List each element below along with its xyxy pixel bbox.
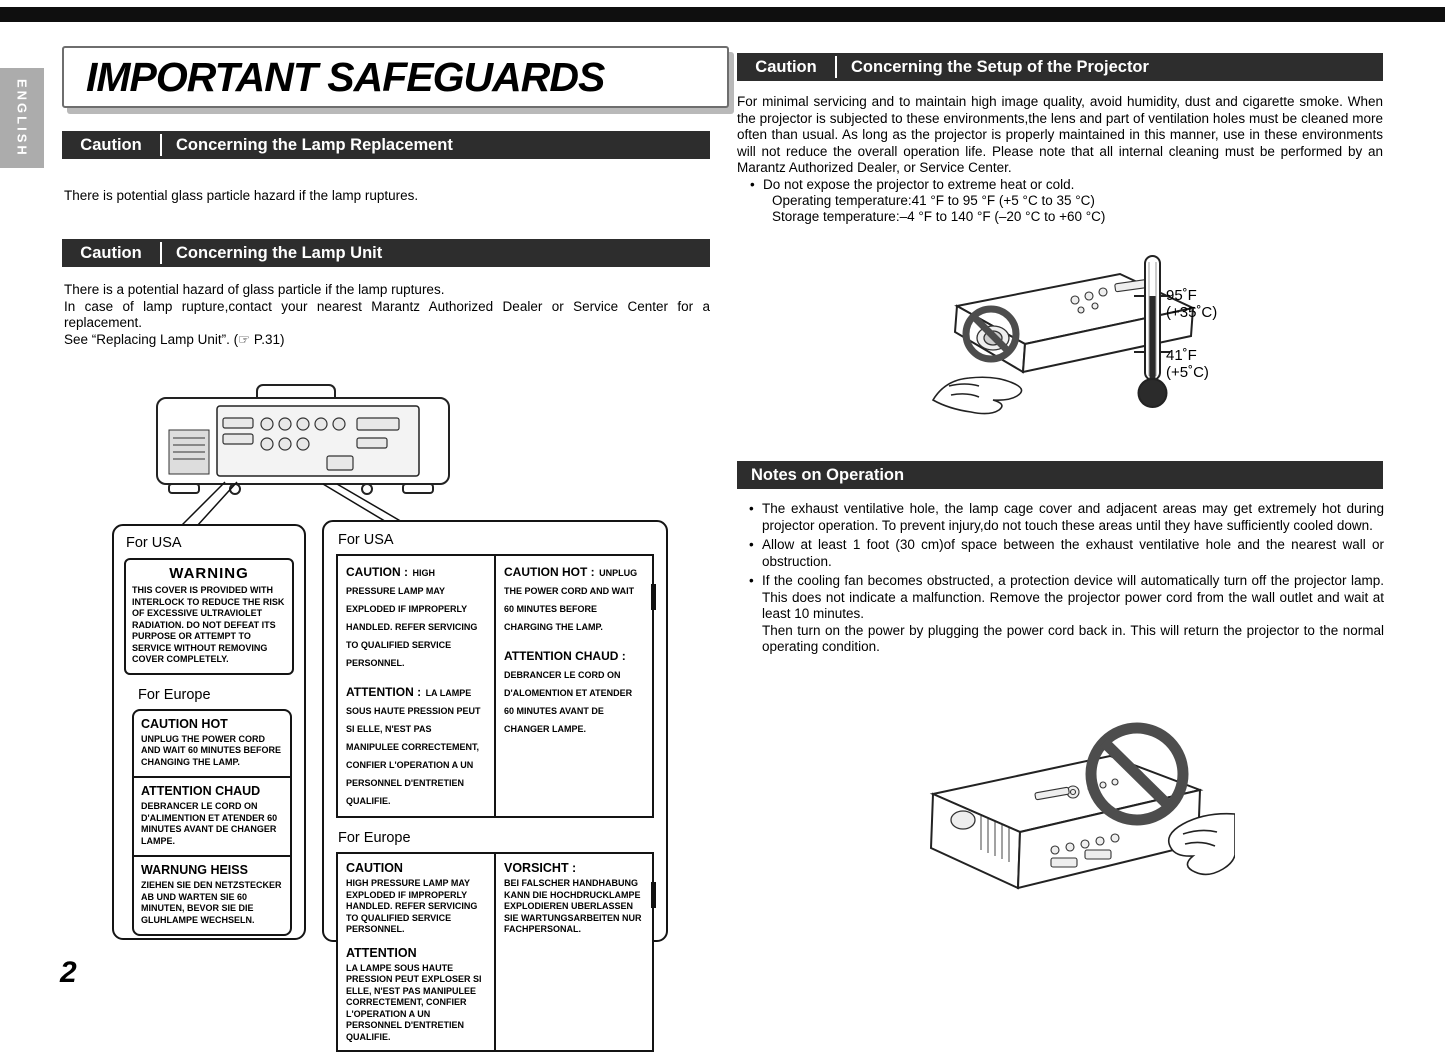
language-tab [0,68,44,168]
europe-warning-label [132,709,292,937]
label-body: ZIEHEN SIE DEN NETZSTECKER AB UND WARTEN SIE 60 MINUTEN, BEVOR SIE DIE GLUHLAMPE WECHSELN. [141,880,282,925]
note-bullet [749,573,1384,656]
temp-low-c: (+5˚C) [1166,364,1209,381]
region-label-usa: For USA [126,535,182,551]
caution-tag: Caution [80,135,142,154]
label-column [338,854,494,1050]
label-title: ATTENTION CHAUD : [504,649,626,663]
label-column [338,556,494,816]
temp-high-label [1166,287,1217,321]
label-cell [504,861,644,936]
notes-on-operation-bar [737,461,1383,489]
warning-sticker [169,430,209,474]
lamp-label-callout-left [112,524,306,940]
label-edge-mark [651,584,656,610]
caution-bar-lamp-replacement [62,131,710,159]
note-text: The exhaust ventilative hole, the lamp cage cover and adjacent areas may get extremely hot during projector operation. To prevent injury,do not touch these areas until they have sufficiently cooled down. [762,501,1384,533]
temp-low-label [1166,347,1209,381]
label-title: CAUTION : [346,565,408,579]
label-title: CAUTION HOT [141,716,228,731]
label-body: BEI FALSCHER HANDHABUNG KANN DIE HOCHDRUCKLAMPE EXPLODIEREN UBERLASSEN SIE WARTUNGSARBEITEN NUR FACHPERSONAL. [504,878,642,934]
lamp-replacement-body: There is potential glass particle hazard if the lamp ruptures. [64,187,419,203]
region-label-europe: For Europe [138,686,211,703]
label-body: HIGH PRESSURE LAMP MAY EXPLODED IF IMPROPERLY HANDLED. REFER SERVICING TO QUALIFIED SERVICE PERSONNEL. [346,878,478,934]
storage-temperature: Storage temperature:–4 °F to 140 °F (–20 °C to +60 °C) [772,209,1106,224]
label-column [494,556,652,816]
warning-title: WARNING [169,565,249,582]
label-edge-mark [651,882,656,908]
warning-body: THIS COVER IS PROVIDED WITH INTERLOCK TO REDUCE THE RISK OF EXCESSIVE ULTRAVIOLET RADIATION. DO NOT DEFEAT ITS PURPOSE OR ATTEMPT TO SERVICE WITHOUT REMOVING COVER COMPLETELY. [132,585,285,664]
label-column [494,854,652,1050]
region-label-usa: For USA [338,532,394,548]
label-body: LA LAMPE SOUS HAUTE PRESSION PEUT EXPLOSER SI ELLE, N'EST PAS MANIPULEE CORRECTEMENT, CONFIER L'OPERATION A UN PERSONNEL D'ENTRETIEN QUALIFIE. [346,962,482,1042]
temp-low-f: 41˚F [1166,347,1197,364]
note-bullet [749,501,1384,534]
label-item [134,855,290,934]
projector-rear-illustration [105,382,670,528]
lamp-unit-line3: See “Replacing Lamp Unit”. (☞ P.31) [64,331,285,347]
label-title: CAUTION HOT : [504,565,595,579]
page-title-text: IMPORTANT SAFEGUARDS [86,53,605,100]
label-item [134,711,290,777]
label-item [134,776,290,855]
lamp-label-callout-right [322,520,668,1042]
note-bullet [749,537,1384,570]
bullet-icon [749,537,762,570]
lamp-unit-line2: In case of lamp rupture,contact your nearest Marantz Authorized Dealer or Service Center for a replacement. [64,298,710,330]
section-heading: Concerning the Lamp Replacement [176,135,453,154]
note-text: Allow at least 1 foot (30 cm)of space between the exhaust ventilative hole and the nearest wall or obstruction. [762,537,1384,569]
do-not-touch-illustration [905,698,1235,948]
label-cell [346,683,486,809]
bullet-icon [750,177,763,194]
label-cell [504,647,644,737]
caution-bar-setup [737,53,1383,81]
setup-bullet [750,177,1378,194]
usa-multilang-label [336,554,654,818]
setup-bullet-text: Do not expose the projector to extreme heat or cold. [763,177,1075,192]
temp-high-f: 95˚F [1166,287,1197,304]
caution-tag: Caution [80,243,142,262]
caution-bar-lamp-unit [62,239,710,267]
label-body: DEBRANCER LE CORD ON D'ALOMENTION ET ATENDER 60 MINUTES AVANT DE CHANGER LAMPE. [504,670,633,734]
page-title [62,46,729,108]
label-cell [346,563,486,671]
section-heading: Notes on Operation [751,465,905,484]
label-title: ATTENTION CHAUD [141,784,261,798]
region-label-europe: For Europe [338,830,411,846]
notes-bullet-list [749,501,1384,659]
page-number: 2 [60,956,77,989]
label-body: UNPLUG THE POWER CORD AND WAIT 60 MINUTES BEFORE CHANGING THE LAMP. [141,733,282,767]
label-title: ATTENTION [346,945,417,960]
bullet-icon [749,573,762,656]
note-text-main: If the cooling fan becomes obstructed, a protection device will automatically turn off the projector lamp. This does not indicate a malfunction. Remove the projector power cord from the wall outlet and wait at least 10 minutes. [762,573,1384,621]
language-tab-label: ENGLISH [14,78,30,158]
label-title: WARNUNG HEISS [141,863,248,877]
label-body: HIGH PRESSURE LAMP MAY EXPLODED IF IMPROPERLY HANDLED. REFER SERVICING TO QUALIFIED SERVICE PERSONNEL. [346,568,478,668]
top-rule [0,7,1445,22]
lamp-unit-line1: There is a potential hazard of glass particle if the lamp ruptures. [64,282,445,297]
label-body: DEBRANCER LE CORD ON D'ALIMENTION ET ATENDER 60 MINUTES AVANT DE CHANGER LAMPE. [141,801,278,846]
projector-feet [169,484,433,494]
label-cell [504,563,644,635]
europe-multilang-label [336,852,654,1052]
label-title: VORSICHT : [504,861,577,875]
note-text [762,573,1384,656]
hand-icon [933,377,1022,413]
temperature-illustration [905,248,1235,428]
note-text-continuation: Then turn on the power by plugging the power cord back in. This will return the projector to the normal operating condition. [762,622,1384,654]
label-body: LA LAMPE SOUS HAUTE PRESSION PEUT SI ELLE, N'EST PAS MANIPULEE CORRECTEMENT, CONFIER L'OPERATION A UN PERSONNEL D'ENTRETIEN QUALIFIE. [346,688,481,806]
temp-high-c: (+35˚C) [1166,304,1218,321]
label-cell [346,861,486,936]
usa-warning-label [124,558,294,675]
operating-temperature: Operating temperature:41 °F to 95 °F (+5 °C to 35 °C) [772,193,1095,208]
label-cell [346,946,486,1044]
label-body: UNPLUG THE POWER CORD AND WAIT 60 MINUTES BEFORE CHARGING THE LAMP. [504,568,638,632]
bullet-icon [749,501,762,534]
label-title: CAUTION [346,861,403,875]
projector-lens [951,811,975,829]
caution-tag: Caution [755,57,817,76]
setup-paragraph: For minimal servicing and to maintain high image quality, avoid humidity, dust and cigarette smoke. When the projector is subjected to these environments,the lens and part of ventilation holes must be cleaned more often than usual. As long as the projector is properly maintained in this manner, use in these environments will not reduce the overall operation life. Please note that all internal cleaning must be performed by an Marantz Authorized Dealer, or Service Center. [737,94,1383,175]
section-heading: Concerning the Lamp Unit [176,243,383,262]
section-heading: Concerning the Setup of the Projector [851,57,1149,76]
lamp-unit-body [64,282,710,348]
label-title: ATTENTION : [346,685,422,699]
